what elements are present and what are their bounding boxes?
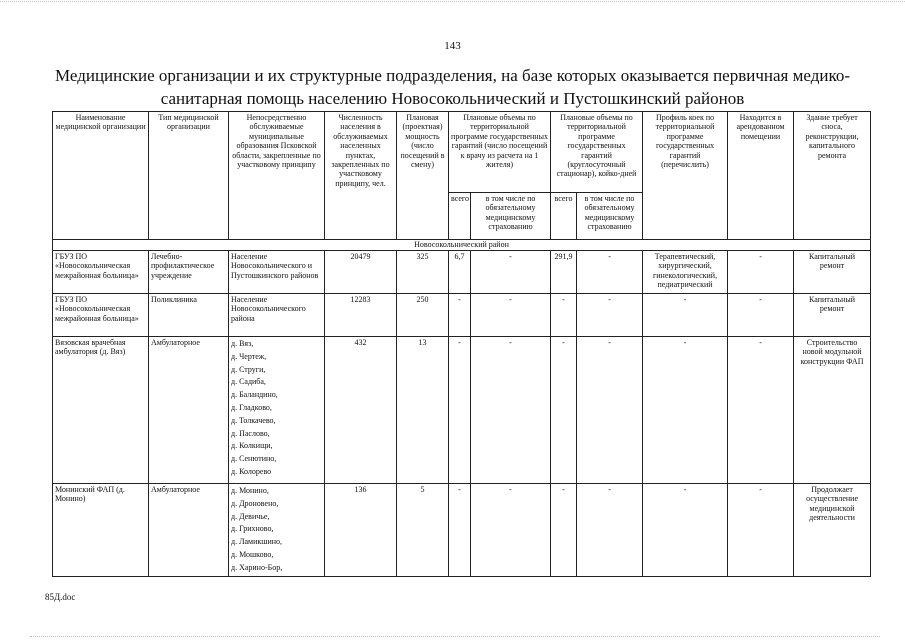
- place-name: д. Паслово,: [231, 428, 270, 438]
- header-repair: Здание требует сноса, реконструкции, капитального ремонта: [794, 112, 871, 240]
- cell-capacity: 13: [397, 337, 449, 484]
- place-name: д. Гладково,: [231, 402, 272, 412]
- cell-visits-oms: -: [471, 294, 551, 337]
- header-capacity: Плановая (проектная) мощность (число посещений в смену): [397, 112, 449, 240]
- header-row-1: [53, 112, 871, 193]
- cell-beds-total: 291,9: [551, 251, 577, 294]
- cell-beds-total: -: [551, 294, 577, 337]
- cell-beds-total: -: [551, 484, 577, 577]
- cell-type: Поликлиника: [149, 294, 229, 337]
- cell-repair: Капитальный ремонт: [794, 251, 871, 294]
- cell-type: Амбулаторное: [149, 337, 229, 484]
- cell-population: [229, 337, 325, 484]
- header-visits-oms: в том числе по обязательному медицинскому страхованию: [471, 193, 551, 240]
- cell-population: Население Новосокольнического района: [229, 294, 325, 337]
- header-population: Непосредственно обслуживаемые муниципальные образования Псковской области, закрепленные по участковому принципу: [229, 112, 325, 240]
- section-row: [53, 240, 871, 251]
- place-name: д. Толкачево,: [231, 415, 276, 425]
- header-name: Наименование медицинской организации: [53, 112, 149, 240]
- cell-beds-oms: -: [577, 337, 643, 484]
- cell-name: Вязовская врачебная амбулатория (д. Вяз): [53, 337, 149, 484]
- cell-name: ГБУЗ ПО «Новосокольническая межрайонная больница»: [53, 294, 149, 337]
- header-beds-total: всего: [551, 193, 577, 240]
- header-visits-total: всего: [449, 193, 471, 240]
- header-plan-beds: Плановые объемы по территориальной программе государственных гарантий (круглосуточный стационар), койко-дней: [551, 112, 643, 193]
- cell-capacity: 250: [397, 294, 449, 337]
- organizations-table: [52, 111, 871, 577]
- header-profile: Профиль коек по территориальной программе государственных гарантий (перечислить): [643, 112, 728, 240]
- place-name: д. Ламикшино,: [231, 537, 282, 547]
- cell-rented: -: [728, 337, 794, 484]
- cell-type: Амбулаторное: [149, 484, 229, 577]
- cell-population: Население Новосокольнического и Пустошкинского районов: [229, 251, 325, 294]
- header-beds-oms: в том числе по обязательному медицинскому страхованию: [577, 193, 643, 240]
- cell-beds-oms: -: [577, 484, 643, 577]
- title-line-1: Медицинские организации и их структурные подразделения, на базе которых оказывается первичная медико-: [54, 66, 850, 85]
- cell-count: 136: [325, 484, 397, 577]
- cell-visits-total: -: [449, 484, 471, 577]
- place-name: д. Мошково,: [231, 549, 274, 559]
- cell-rented: -: [728, 294, 794, 337]
- cell-repair: Строительство новой модульной конструкции ФАП: [794, 337, 871, 484]
- table-row: [53, 337, 871, 484]
- place-name: д. Колорево: [231, 466, 272, 476]
- cell-visits-oms: -: [471, 484, 551, 577]
- cell-profile: Терапевтический, хирургический, гинекологический, педиатрический: [643, 251, 728, 294]
- place-name: д. Струги,: [231, 364, 266, 374]
- page-number: 143: [444, 40, 461, 52]
- cell-visits-oms: -: [471, 337, 551, 484]
- cell-name: Монинский ФАП (д. Монино): [53, 484, 149, 577]
- cell-rented: -: [728, 251, 794, 294]
- cell-capacity: 325: [397, 251, 449, 294]
- header-count: Численность населения в обслуживаемых населенных пунктах, закрепленных по участковому принципу, чел.: [325, 112, 397, 240]
- place-name: д. Монино,: [231, 486, 269, 495]
- cell-visits-total: 6,7: [449, 251, 471, 294]
- place-name: д. Вяз,: [231, 339, 254, 348]
- cell-capacity: 5: [397, 484, 449, 577]
- header-rented: Находится в арендованном помещении: [728, 112, 794, 240]
- header-type: Тип медицинской организации: [149, 112, 229, 240]
- scan-edge-bottom: [30, 636, 880, 637]
- cell-type: Лечебно-профилактическое учреждение: [149, 251, 229, 294]
- cell-beds-oms: -: [577, 251, 643, 294]
- table-row: [53, 294, 871, 337]
- cell-beds-oms: -: [577, 294, 643, 337]
- place-name: д. Садиба,: [231, 377, 266, 387]
- section-title: Новосокольнический район: [53, 240, 871, 251]
- place-name: д. Дроновено,: [231, 498, 279, 508]
- cell-population: [229, 484, 325, 577]
- cell-profile: -: [643, 337, 728, 484]
- page-title: [40, 64, 865, 110]
- cell-beds-total: -: [551, 337, 577, 484]
- table-row: [53, 484, 871, 577]
- title-line-2: санитарная помощь населению Новосокольнический и Пустошкинский районов: [160, 89, 745, 108]
- place-name: д. Грихново,: [231, 524, 274, 534]
- place-name: д. Сенютино,: [231, 454, 277, 464]
- header-plan-visits: Плановые объемы по территориальной программе государственных гарантий (число посещений к врачу из расчета на 1 жителя): [449, 112, 551, 193]
- cell-count: 12283: [325, 294, 397, 337]
- cell-profile: -: [643, 484, 728, 577]
- cell-repair: Капитальный ремонт: [794, 294, 871, 337]
- cell-repair: Продолжает осуществление медицинской деятельности: [794, 484, 871, 577]
- scan-edge-top: [0, 1, 905, 2]
- cell-rented: -: [728, 484, 794, 577]
- cell-visits-total: -: [449, 294, 471, 337]
- cell-name: ГБУЗ ПО «Новосокольническая межрайонная больница»: [53, 251, 149, 294]
- place-name: д. Чертеж,: [231, 351, 267, 361]
- table-row: [53, 251, 871, 294]
- cell-visits-oms: -: [471, 251, 551, 294]
- cell-profile: -: [643, 294, 728, 337]
- footer-filename: 85Д.doc: [45, 592, 76, 602]
- cell-visits-total: -: [449, 337, 471, 484]
- place-name: д. Колкищи,: [231, 441, 273, 451]
- cell-count: 432: [325, 337, 397, 484]
- place-name: д. Девичье,: [231, 511, 270, 521]
- cell-count: 20479: [325, 251, 397, 294]
- place-name: д. Харино-Бор,: [231, 562, 283, 572]
- place-name: д. Баландино,: [231, 390, 278, 400]
